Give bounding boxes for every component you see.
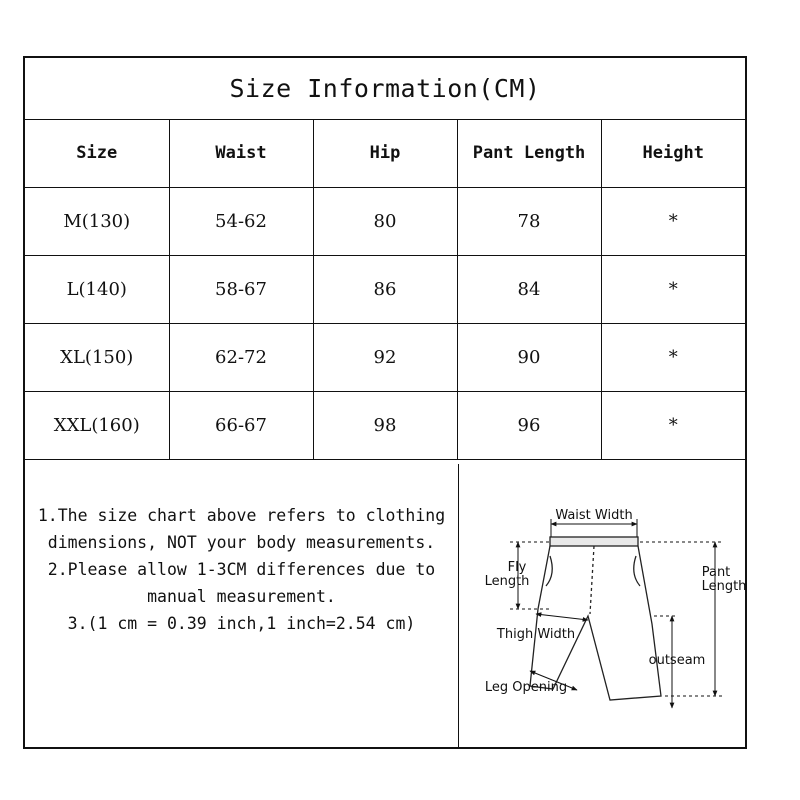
pants-outline: [530, 537, 661, 700]
label-fly: Fly: [507, 560, 527, 575]
label-fly-length: Length: [484, 574, 530, 589]
cell-pant-length: 96: [457, 391, 601, 459]
cell-hip: 92: [313, 323, 457, 391]
pants-measurement-diagram: [460, 464, 745, 747]
bottom-section: [25, 464, 745, 747]
header-size: Size: [25, 119, 169, 187]
header-hip: Hip: [313, 119, 457, 187]
table-header-row: [25, 119, 745, 187]
cell-height: *: [601, 187, 745, 255]
size-chart-sheet: [23, 56, 747, 749]
table-row: [25, 323, 745, 391]
cell-hip: 80: [313, 187, 457, 255]
cell-pant-length: 78: [457, 187, 601, 255]
label-leg-opening: Leg Opening: [484, 680, 568, 695]
cell-size: XXL(160): [25, 391, 169, 459]
right-pocket: [634, 556, 640, 586]
header-waist: Waist: [169, 119, 313, 187]
label-thigh-width: Thigh Width: [496, 627, 576, 642]
label-waist-width: Waist Width: [555, 508, 633, 523]
cell-waist: 66-67: [169, 391, 313, 459]
label-pant-length: Length: [701, 579, 745, 594]
label-pant: Pant: [701, 565, 731, 580]
cell-height: *: [601, 323, 745, 391]
cell-waist: 62-72: [169, 323, 313, 391]
note-3: 3.(1 cm = 0.39 inch,1 inch=2.54 cm): [67, 614, 416, 633]
cell-hip: 86: [313, 255, 457, 323]
cell-size: M(130): [25, 187, 169, 255]
cell-height: *: [601, 391, 745, 459]
cell-pant-length: 90: [457, 323, 601, 391]
label-outseam: outseam: [648, 653, 706, 668]
cell-hip: 98: [313, 391, 457, 459]
pants-diagram-svg: [460, 464, 745, 747]
cell-pant-length: 84: [457, 255, 601, 323]
size-notes: [25, 464, 459, 747]
table-row: [25, 255, 745, 323]
header-height: Height: [601, 119, 745, 187]
chart-title: Size Information(CM): [25, 58, 745, 120]
size-table: [25, 119, 745, 460]
cell-waist: 58-67: [169, 255, 313, 323]
waistband: [550, 537, 638, 546]
cell-size: L(140): [25, 255, 169, 323]
thigh-width-measure: [536, 614, 588, 620]
cell-size: XL(150): [25, 323, 169, 391]
fly-seam: [590, 546, 594, 614]
header-pant-length: Pant Length: [457, 119, 601, 187]
cell-height: *: [601, 255, 745, 323]
table-row: [25, 187, 745, 255]
note-2: 2.Please allow 1-3CM differences due to manual measurement.: [47, 560, 436, 606]
note-1: 1.The size chart above refers to clothing dimensions, NOT your body measurements.: [37, 506, 446, 552]
pants-body: [530, 546, 661, 700]
cell-waist: 54-62: [169, 187, 313, 255]
table-row: [25, 391, 745, 459]
